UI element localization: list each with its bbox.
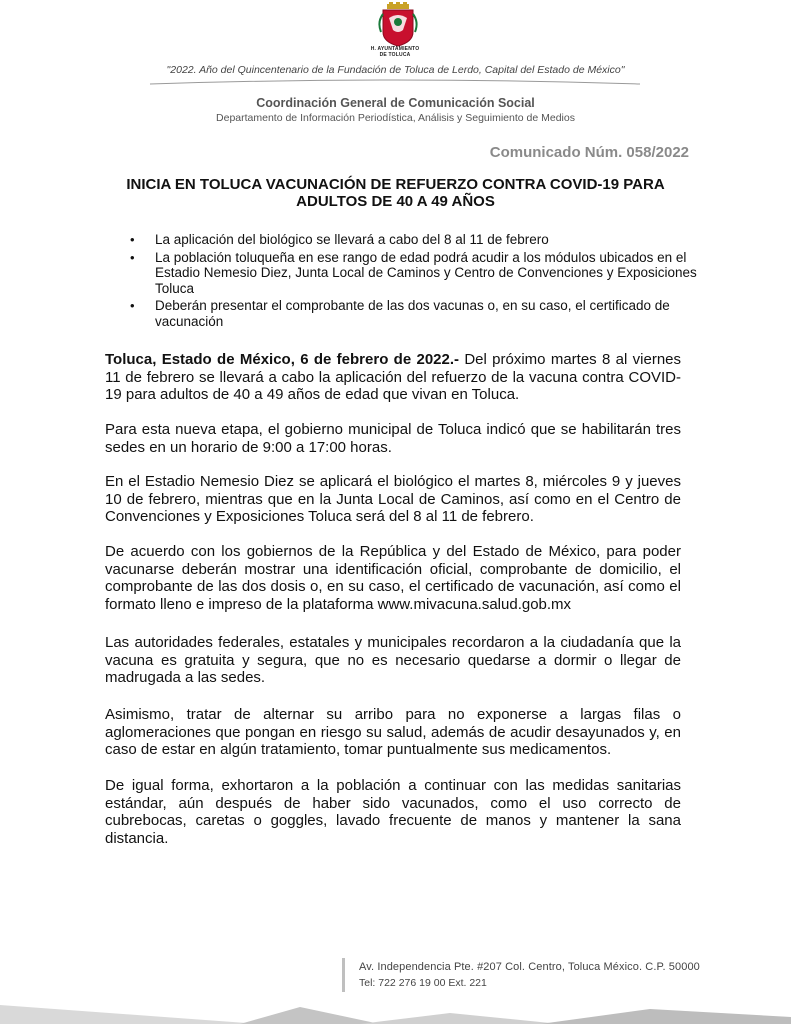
dateline: Toluca, Estado de México, 6 de febrero de 2022.-	[105, 351, 460, 368]
summary-bullets	[105, 232, 715, 331]
bullet-item: • La población toluqueña en ese rango de edad podrá acudir a los módulos ubicados en el Estadio Nemesio Diez, Junta Local de Caminos y Centro de Convenciones y Exposiciones Toluca	[155, 250, 715, 297]
header-motto: "2022. Año del Quincentenario de la Fundación de Toluca de Lerdo, Capital del Estado de México"	[166, 64, 625, 76]
logo-caption-line2: DE TOLUCA	[379, 52, 411, 58]
footer-divider	[342, 958, 345, 992]
footer-phone: Tel: 722 276 19 00 Ext. 221	[359, 977, 487, 989]
release-number: Comunicado Núm. 058/2022	[489, 144, 689, 161]
office-department: Departamento de Información Periodística, Análisis y Seguimiento de Medios	[216, 112, 575, 124]
logo-caption	[340, 46, 450, 58]
logo-caption-line1: H. AYUNTAMIENTO	[370, 46, 420, 52]
paragraph-text: Del próximo martes 8 al viernes 11 de febrero se llevará a cabo la aplicación del refuerzo de la vacuna contra COVID-19 para adultos de 40 a 49 años de edad que vivan en Toluca.	[105, 351, 681, 403]
body-paragraph-6: Asimismo, tratar de alternar su arribo para no exponerse a largas filas o aglomeraciones que pongan en riesgo su salud, además de acudir desayunados y, en caso de estar en algún tratamiento, tomar puntualmente sus medicamentos.	[105, 706, 681, 758]
body-paragraph-4: De acuerdo con los gobiernos de la República y del Estado de México, para poder vacunarse deberán mostrar una identificación oficial, comprobante de domicilio, el comprobante de las dos dosis o, en su caso, el certificado de vacunación, así como el formato lleno e impreso de la plataforma www.mivacuna.salud.gob.mx	[105, 543, 681, 613]
body-paragraph-5: Las autoridades federales, estatales y municipales recordaron a la ciudadanía que la vacuna es gratuita y segura, que no es necesario quedarse a dormir o llegar de madrugada a las sedes.	[105, 634, 681, 686]
bullet-item: • Deberán presentar el comprobante de las dos vacunas o, en su caso, el certificado de vacunación	[155, 298, 715, 329]
footer-address: Av. Independencia Pte. #207 Col. Centro, Toluca México. C.P. 50000	[359, 961, 700, 973]
body-paragraph-2: Para esta nueva etapa, el gobierno municipal de Toluca indicó que se habilitarán tres sedes en un horario de 9:00 a 17:00 horas.	[105, 421, 681, 456]
bullet-item: • La aplicación del biológico se llevará a cabo del 8 al 11 de febrero	[155, 232, 715, 248]
office-title: Coordinación General de Comunicación Social	[256, 96, 535, 110]
body-paragraph-3: En el Estadio Nemesio Diez se aplicará el biológico el martes 8, miércoles 9 y jueves 10 de febrero, mientras que en la Junta Local de Caminos, así como en el Centro de Convenciones y Exposiciones Toluca será del 8 al 11 de febrero.	[105, 473, 681, 525]
footer-decoration	[0, 995, 791, 1024]
body-paragraph-7: De igual forma, exhortaron a la población a continuar con las medidas sanitarias estándar, aún después de haber sido vacunados, como el uso correcto de cubrebocas, caretas o goggles, lavado frecuente de manos y mantener la sana distancia.	[105, 777, 681, 847]
headline: INICIA EN TOLUCA VACUNACIÓN DE REFUERZO CONTRA COVID-19 PARA ADULTOS DE 40 A 49 AÑOS	[126, 176, 665, 210]
body-paragraph-1	[105, 351, 681, 404]
